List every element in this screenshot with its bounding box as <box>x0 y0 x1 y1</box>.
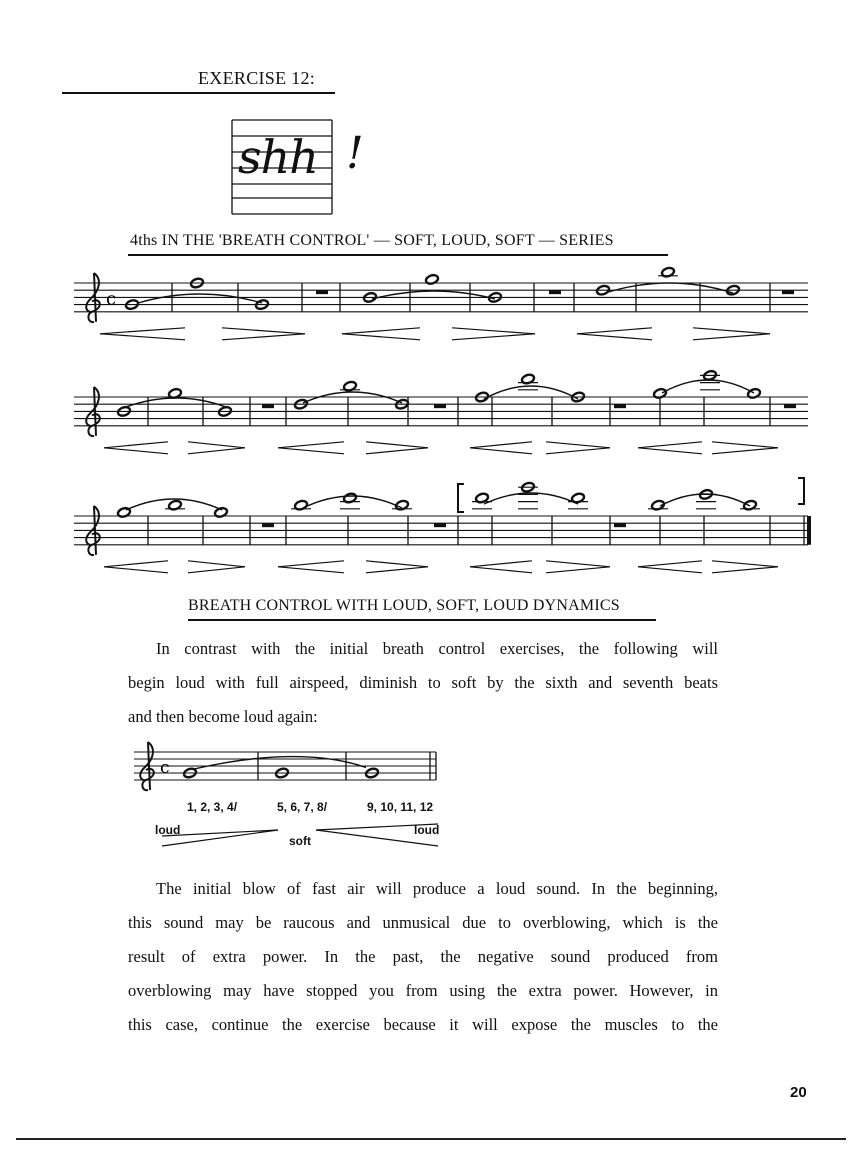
slur <box>605 283 733 293</box>
diminuendo-hairpin <box>366 442 428 448</box>
dynamic-start-label: loud <box>155 823 181 837</box>
slur <box>662 380 754 393</box>
crescendo-hairpin <box>100 328 185 334</box>
shh-word: shh <box>238 130 318 184</box>
count-measure-2: 5, 6, 7, 8/ <box>277 800 328 814</box>
intro-line-3: and then become loud again: <box>128 707 318 726</box>
whole-rest <box>262 523 274 527</box>
staff-row-1 <box>74 266 808 339</box>
crescendo-hairpin <box>316 830 438 846</box>
diminuendo-hairpin <box>188 567 245 573</box>
repeat-bracket-right <box>798 478 804 504</box>
diminuendo-hairpin <box>546 442 610 448</box>
series-title: 4ths IN THE 'BREATH CONTROL' — SOFT, LOUD, SOFT — SERIES <box>130 232 614 249</box>
crescendo-hairpin <box>104 567 168 573</box>
crescendo-hairpin <box>577 328 652 334</box>
diminuendo-hairpin <box>712 442 778 448</box>
whole-rest <box>434 404 446 408</box>
time-signature: c <box>160 758 170 778</box>
crescendo-hairpin <box>278 448 344 454</box>
shh-staff <box>232 120 332 214</box>
crescendo-hairpin <box>278 442 344 448</box>
whole-rest <box>782 290 794 294</box>
crescendo-hairpin <box>342 328 420 334</box>
whole-rest <box>434 523 446 527</box>
diminuendo-hairpin <box>693 328 770 334</box>
diminuendo-hairpin <box>546 561 610 567</box>
crescendo-hairpin <box>638 561 702 567</box>
crescendo-hairpin <box>316 824 438 830</box>
intro-line-2: begin loud with full airspeed, diminish to soft by the sixth and seventh beats <box>128 673 718 692</box>
diminuendo-hairpin <box>222 328 305 334</box>
intro-line-1: In contrast with the initial breath control exercises, the following will <box>156 639 718 658</box>
time-signature: c <box>106 288 117 310</box>
count-measure-1: 1, 2, 3, 4/ <box>187 800 238 814</box>
crescendo-hairpin <box>104 561 168 567</box>
shh-exclamation: ! <box>346 128 364 179</box>
crescendo-hairpin <box>638 448 702 454</box>
crescendo-hairpin <box>100 334 185 340</box>
crescendo-hairpin <box>278 561 344 567</box>
diminuendo-hairpin <box>366 561 428 567</box>
crescendo-hairpin <box>342 334 420 340</box>
whole-rest <box>784 404 796 408</box>
crescendo-hairpin <box>470 448 532 454</box>
repeat-bracket-left <box>458 484 464 512</box>
diminuendo-hairpin <box>546 567 610 573</box>
slur <box>195 757 366 769</box>
whole-rest <box>614 523 626 527</box>
crescendo-hairpin <box>638 442 702 448</box>
crescendo-hairpin <box>577 334 652 340</box>
crescendo-hairpin <box>104 448 168 454</box>
count-measure-3: 9, 10, 11, 12 <box>367 800 434 814</box>
diminuendo-hairpin <box>366 567 428 573</box>
crescendo-hairpin <box>470 561 532 567</box>
crescendo-hairpin <box>104 442 168 448</box>
diminuendo-hairpin <box>222 334 305 340</box>
body-line-5: this case, continue the exercise because it will expose the muscles to the <box>128 1015 718 1034</box>
slur <box>138 294 262 303</box>
body-line-3: result of extra power. In the past, the negative sound produced from <box>128 947 718 966</box>
dynamics-section-title: BREATH CONTROL WITH LOUD, SOFT, LOUD DYNAMICS <box>188 597 620 614</box>
crescendo-hairpin <box>278 567 344 573</box>
crescendo-hairpin <box>470 567 532 573</box>
diminuendo-hairpin <box>546 448 610 454</box>
crescendo-hairpin <box>470 442 532 448</box>
staff-row-2 <box>74 370 808 454</box>
diminuendo-hairpin <box>712 567 778 573</box>
diminuendo-hairpin <box>452 334 535 340</box>
crescendo-hairpin <box>638 567 702 573</box>
diminuendo-hairpin <box>366 448 428 454</box>
dynamic-middle-label: soft <box>289 834 311 848</box>
final-bar-thick <box>807 516 811 545</box>
diminuendo-hairpin <box>188 442 245 448</box>
body-line-2: this sound may be raucous and unmusical due to overblowing, which is the <box>128 913 718 932</box>
whole-rest <box>614 404 626 408</box>
body-line-4: overblowing may have stopped you from using the extra power. However, in <box>128 981 718 1000</box>
whole-rest <box>262 404 274 408</box>
staff-small-example <box>134 742 438 846</box>
slur <box>660 494 750 506</box>
diminuendo-hairpin <box>452 328 535 334</box>
whole-rest <box>549 290 561 294</box>
dynamic-end-label: loud <box>414 823 440 837</box>
diminuendo-hairpin <box>693 334 770 340</box>
page-number: 20 <box>790 1084 807 1101</box>
slur <box>126 398 226 407</box>
diminuendo-hairpin <box>712 561 778 567</box>
body-line-1: The initial blow of fast air will produce a loud sound. In the beginning, <box>156 879 718 898</box>
whole-rest <box>316 290 328 294</box>
diminuendo-hairpin <box>188 561 245 567</box>
diminuendo-hairpin <box>188 448 245 454</box>
staff-row-3 <box>74 478 811 573</box>
diminuendo-hairpin <box>712 448 778 454</box>
exercise-title: EXERCISE 12: <box>198 68 316 88</box>
